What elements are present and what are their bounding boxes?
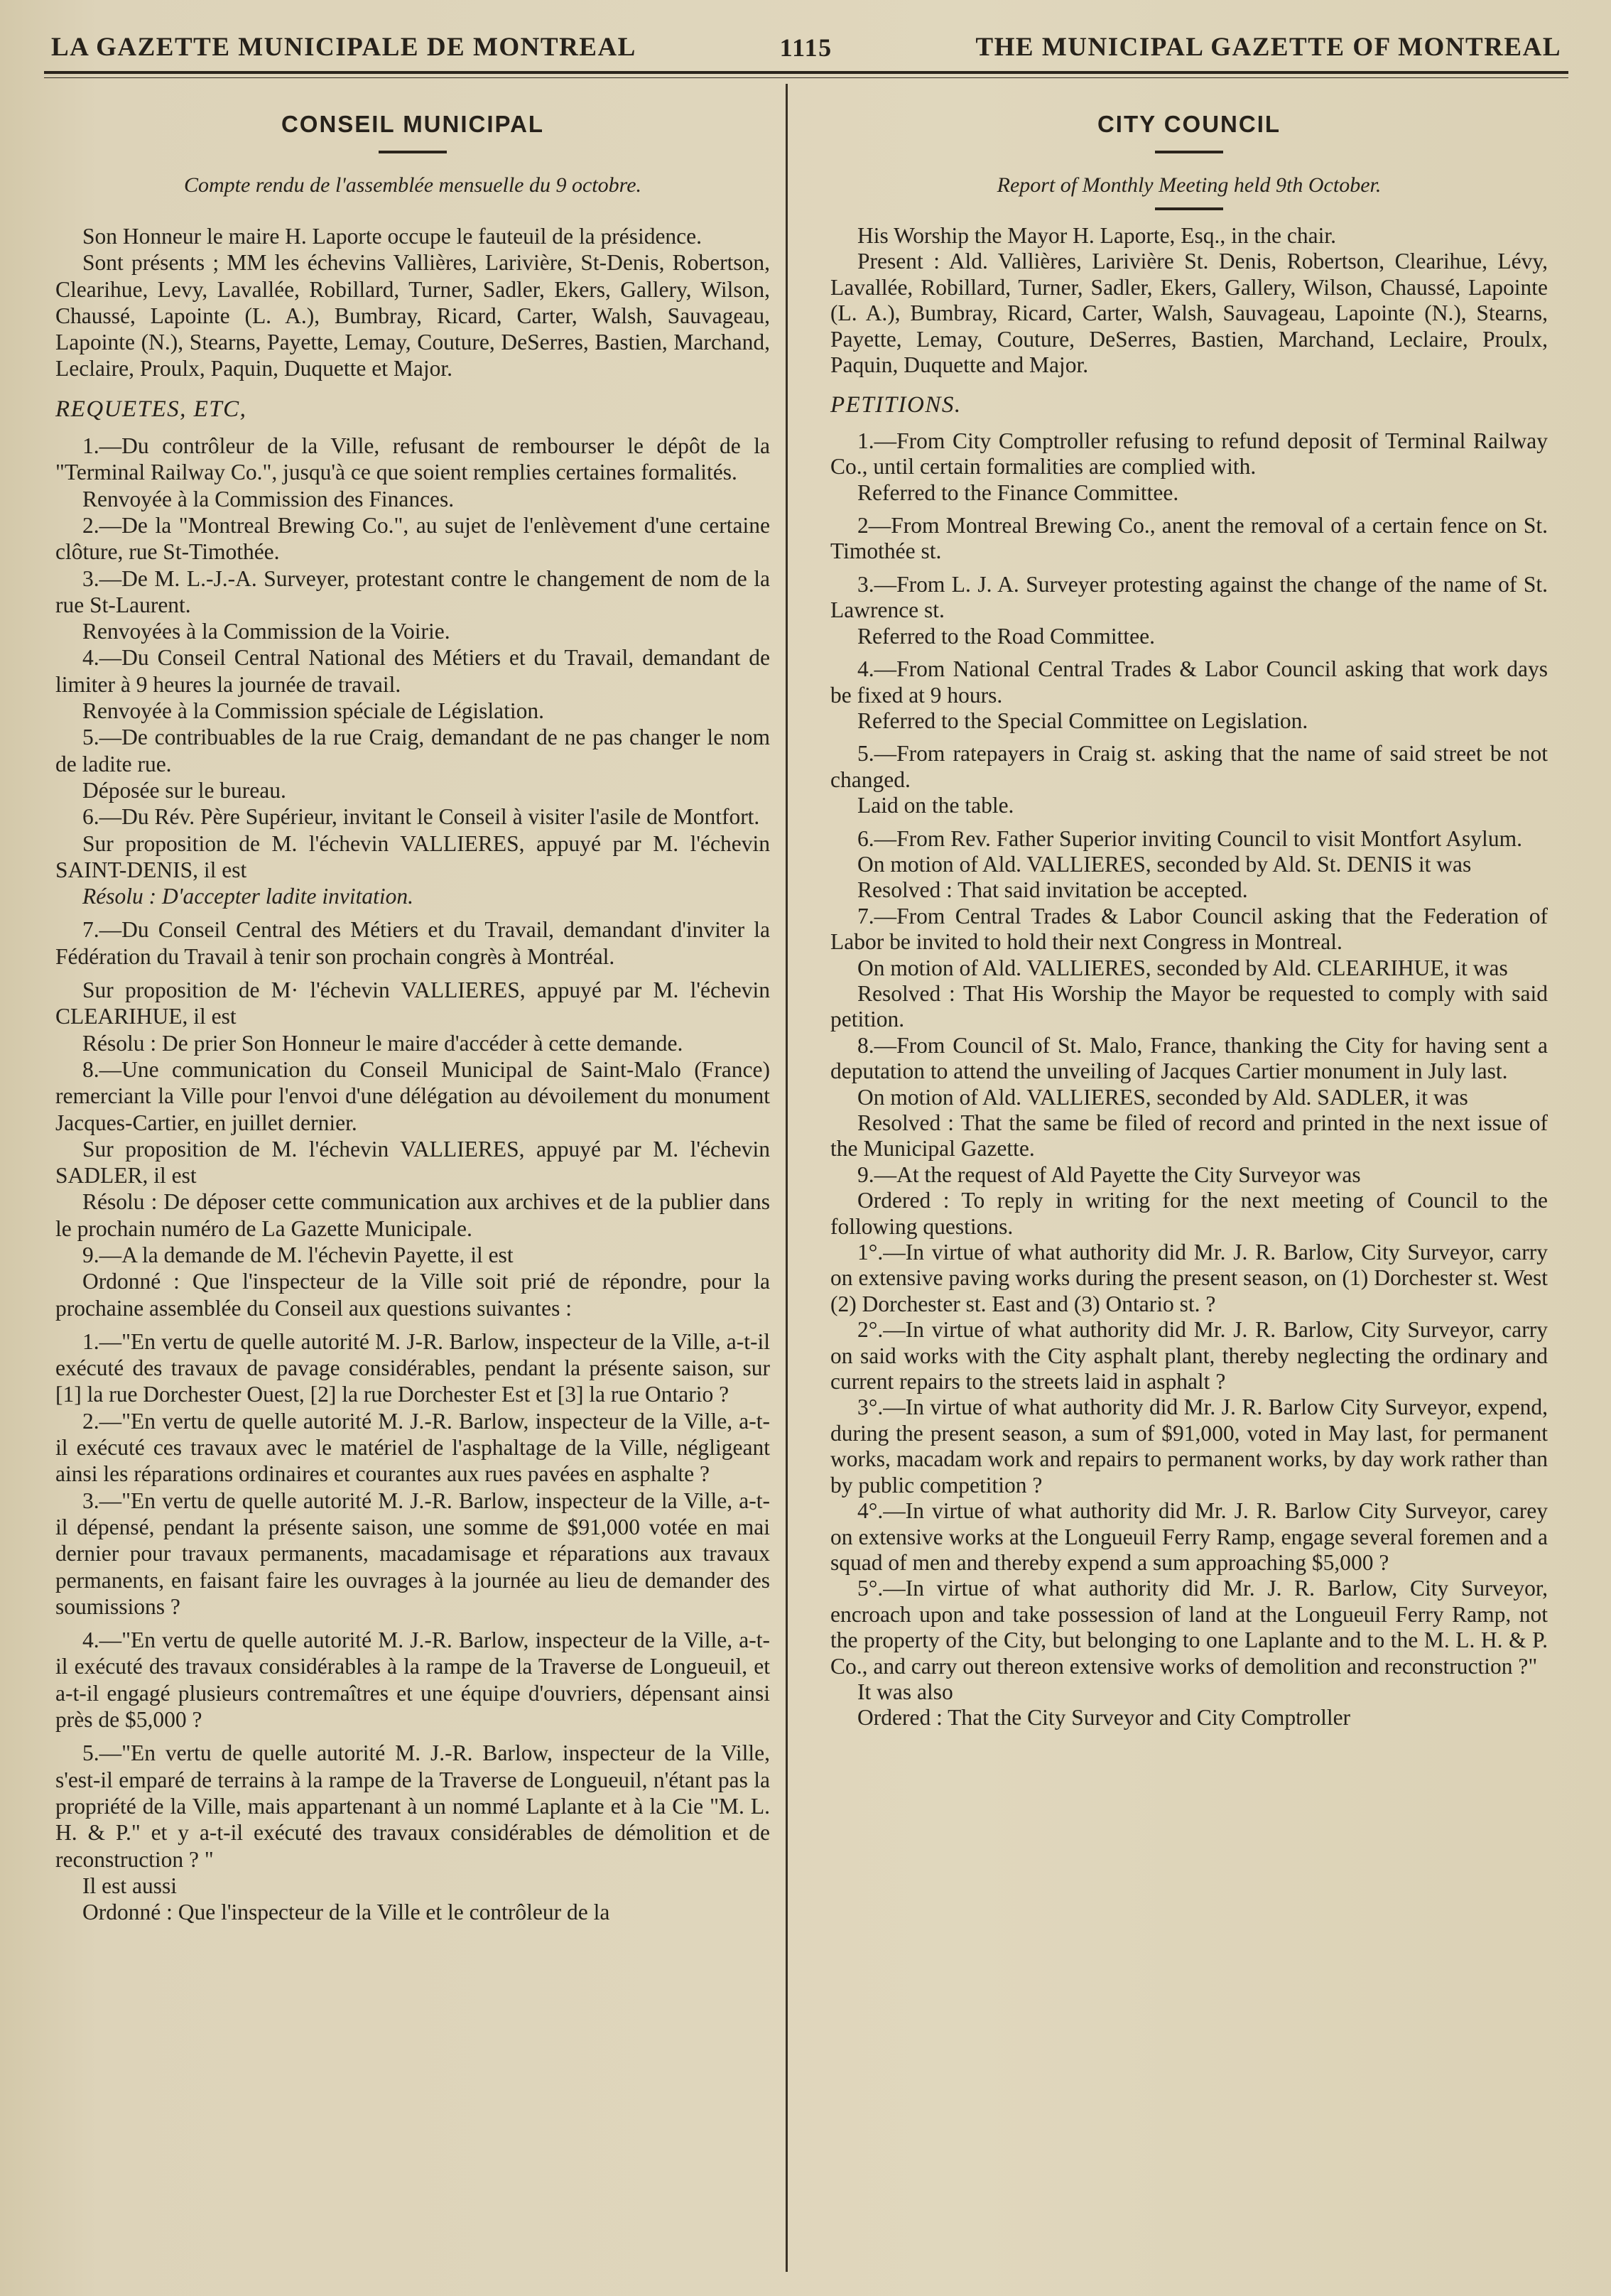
en-paragraph: 5.—From ratepayers in Craig st. asking that the name of said street be not changed. bbox=[830, 741, 1548, 792]
fr-paragraph: 2.—De la "Montreal Brewing Co.", au sujet de l'enlèvement d'une certaine clôture, rue St-Timothée. bbox=[55, 512, 770, 565]
en-order: Ordered : That the City Surveyor and City Comptroller bbox=[857, 1705, 1351, 1731]
fr-paragraph: 7.—Du Conseil Central des Métiers et du Travail, demandant d'inviter la Fédération du Travail à tenir son prochain congrès à Montréal. bbox=[55, 917, 770, 969]
en-resolution: Resolved : That His Worship the Mayor be requested to comply with said petition. bbox=[830, 980, 1548, 1032]
fr-paragraph: Il est aussi bbox=[82, 1873, 177, 1898]
columns bbox=[44, 78, 1568, 2295]
column-divider bbox=[786, 84, 788, 2272]
fr-paragraph: Renvoyée à la Commission des Finances. bbox=[82, 486, 455, 511]
en-paragraph: Laid on the table. bbox=[857, 793, 1014, 818]
fr-paragraph: Déposée sur le bureau. bbox=[82, 777, 286, 803]
fr-paragraph: Renvoyées à la Commission de la Voirie. bbox=[82, 619, 450, 644]
fr-resolution: Résolu : De déposer cette communication aux archives et de la publier dans le prochain numéro de La Gazette Municipale. bbox=[55, 1189, 770, 1241]
fr-order: Ordonné : Que l'inspecteur de la Ville et le contrôleur de la bbox=[82, 1900, 610, 1925]
en-paragraph: His Worship the Mayor H. Laporte, Esq., in the chair. bbox=[857, 223, 1337, 248]
french-column bbox=[44, 78, 776, 2295]
title-rule bbox=[379, 151, 447, 153]
en-question: 2°.—In virtue of what authority did Mr. J. R. Barlow, City Surveyor, carry on said works with the City asphalt plant, thereby neglecting the ordinary and current repairs to the streets laid in asphalt ? bbox=[830, 1317, 1548, 1395]
en-question: 4°.—In virtue of what authority did Mr. J. R. Barlow City Surveyor, carey on extensive works at the Longueuil Ferry Ramp, engage several foremen and a squad of men and thereby expend a sum approaching $5,000 ? bbox=[830, 1498, 1548, 1575]
fr-question: 2.—"En vertu de quelle autorité M. J.-R. Barlow, inspecteur de la Ville, a-t-il exécuté ces travaux avec le matériel de l'asphaltage de la Ville, négligeant ainsi les réparations ordinaires et courantes aux rues pavées en asphalte ? bbox=[55, 1408, 770, 1487]
fr-paragraph: 3.—De M. L.-J.-A. Surveyer, protestant contre le changement de nom de la rue St-Laurent. bbox=[55, 565, 770, 617]
en-paragraph: 9.—At the request of Ald Payette the City Surveyor was bbox=[857, 1161, 1361, 1187]
french-subtitle: Compte rendu de l'assemblée mensuelle du 9 octobre. bbox=[183, 173, 642, 197]
en-paragraph: Referred to the Finance Committee. bbox=[857, 480, 1179, 505]
en-paragraph: On motion of Ald. VALLIERES, seconded by Ald. SADLER, it was bbox=[857, 1084, 1468, 1110]
fr-question: 1.—"En vertu de quelle autorité M. J-R. Barlow, inspecteur de la Ville, a-t-il exécuté des travaux de pavage considérables, pendant la présente saison, sur [1] la rue Dorchester Ouest, [2] la rue Dorchester Est et [3] la rue Ontario ? bbox=[55, 1328, 770, 1407]
english-section-title: CITY COUNCIL bbox=[1097, 111, 1281, 137]
fr-question: 5.—"En vertu de quelle autorité M. J.-R. Barlow, inspecteur de la Ville, s'est-il emparé de terrains à la rampe de la Traverse de Longueuil, n'étant pas la propriété de la Ville, mais appartenant à un nommé Laplante et à la Cie "M. L. H. & P." et y a-t-il exécuté des travaux considérables de démolition et de reconstruction ? " bbox=[55, 1740, 770, 1872]
fr-paragraph: Renvoyée à la Commission spéciale de Législation. bbox=[82, 698, 544, 724]
fr-paragraph: Sont présents ; MM les échevins Vallières, Larivière, St-Denis, Robertson, Clearihue, Levy, Lavallée, Robillard, Turner, Sadler, Ekers, Gallery, Wilson, Chaussé, Lapointe (L. A.), Bumbray, Ricard, Carter, Walsh, Sauvageau, Lapointe (N.), Stearns, Payette, Lemay, Couture, DeSerres, Bastien, Marchand, Leclaire, Proulx, Paquin, Duquette et Major. bbox=[55, 250, 770, 381]
fr-paragraph: Sur proposition de M· l'échevin VALLIERES, appuyé par M. l'échevin CLEARIHUE, il est bbox=[55, 978, 770, 1029]
en-question: 1°.—In virtue of what authority did Mr. J. R. Barlow, City Surveyor, carry on extensive paving works during the present season, on (1) Dorchester st. West (2) Dorchester st. East and (3) Ontario st. ? bbox=[830, 1240, 1548, 1316]
fr-resolution: Résolu : D'accepter ladite invitation. bbox=[82, 884, 413, 909]
fr-order: Ordonné : Que l'inspecteur de la Ville soit prié de répondre, pour la prochaine assemblée du Conseil aux questions suivantes : bbox=[55, 1269, 770, 1321]
en-paragraph: Present : Ald. Vallières, Larivière St. Denis, Robertson, Clearihue, Lévy, Lavallée, Robillard, Turner, Sadler, Ekers, Gallery, Wilson, Chaussé, Lapointe (L. A.), Bumbray, Ricard, Carter, Walsh, Sauvageau, Lapointe (N.), Stearns, Payette, Lemay, Couture, DeSerres, Bastien, Marchand, Leclaire, Proulx, Paquin, Duquette and Major. bbox=[830, 249, 1548, 378]
en-resolution: Resolved : That said invitation be accepted. bbox=[857, 877, 1248, 903]
en-resolution: Resolved : That the same be filed of record and printed in the next issue of the Municipal Gazette. bbox=[830, 1110, 1548, 1161]
en-paragraph: 6.—From Rev. Father Superior inviting Council to visit Montfort Asylum. bbox=[857, 825, 1522, 851]
fr-paragraph: 8.—Une communication du Conseil Municipal de Saint-Malo (France) remerciant la Ville pour l'envoi d'une délégation au dévoilement du monument Jacques-Cartier, en juillet dernier. bbox=[55, 1056, 770, 1135]
en-paragraph: 8.—From Council of St. Malo, France, thanking the City for having sent a deputation to attend the unveiling of Jacques Cartier monument in July last. bbox=[830, 1032, 1548, 1084]
english-column bbox=[802, 78, 1548, 2295]
en-paragraph: 4.—From National Central Trades & Labor Council asking that work days be fixed at 9 hours. bbox=[830, 656, 1548, 708]
fr-resolution: Résolu : De prier Son Honneur le maire d'accéder à cette demande. bbox=[82, 1030, 683, 1056]
masthead-french-title: LA GAZETTE MUNICIPALE DE MONTREAL bbox=[51, 33, 636, 62]
en-paragraph: Referred to the Special Committee on Legislation. bbox=[857, 708, 1308, 733]
masthead-english-title: THE MUNICIPAL GAZETTE OF MONTREAL bbox=[975, 33, 1561, 62]
title-rule bbox=[1155, 151, 1223, 153]
en-paragraph: 3.—From L. J. A. Surveyer protesting against the change of the name of St. Lawrence st. bbox=[830, 571, 1548, 623]
fr-paragraph: 6.—Du Rév. Père Supérieur, invitant le Conseil à visiter l'asile de Montfort. bbox=[82, 804, 760, 830]
fr-question: 3.—"En vertu de quelle autorité M. J.-R. Barlow, inspecteur de la Ville, a-t-il dépensé, pendant la présente saison, une somme de $91,000 votée en mai dernier pour travaux permanents, macadamisage et réparations aux travaux permanents, en faisant faire les ouvrages à la journée au lieu de demander des soumissions ? bbox=[55, 1488, 770, 1619]
fr-paragraph: 4.—Du Conseil Central National des Métiers et du Travail, demandant de limiter à 9 heures la journée de travail. bbox=[55, 645, 770, 697]
fr-section-heading: REQUETES, ETC, bbox=[55, 396, 247, 422]
fr-paragraph: Sur proposition de M. l'échevin VALLIERES, appuyé par M. l'échevin SADLER, il est bbox=[55, 1136, 770, 1188]
en-section-heading: PETITIONS. bbox=[830, 392, 962, 418]
en-question: 5°.—In virtue of what authority did Mr. J. R. Barlow, City Surveyor, encroach upon and take possession of land at the Longueuil Ferry Ramp, not the property of the City, but belonging to one Laplante and to the M. L. H. & P. Co., and carry out thereon extensive works of demolition and reconstruction ?" bbox=[830, 1576, 1548, 1679]
fr-paragraph: Son Honneur le maire H. Laporte occupe le fauteuil de la présidence. bbox=[82, 224, 703, 249]
en-paragraph: 1.—From City Comptroller refusing to refund deposit of Terminal Railway Co., until certain formalities are complied with. bbox=[830, 428, 1548, 480]
french-section-title: CONSEIL MUNICIPAL bbox=[281, 111, 545, 137]
fr-paragraph: 1.—Du contrôleur de la Ville, refusant de rembourser le dépôt de la "Terminal Railway Co.", jusqu'à ce que soient remplies certaines formalités. bbox=[55, 433, 770, 485]
masthead-rule bbox=[44, 71, 1568, 74]
en-paragraph: Referred to the Road Committee. bbox=[857, 623, 1156, 649]
en-question: 3°.—In virtue of what authority did Mr. J. R. Barlow City Surveyor, expend, during the present season, a sum of $91,000, voted in May last, for permanent works, macadam work and repairs to permanent works, by day work rather than by public competition ? bbox=[830, 1395, 1548, 1498]
fr-paragraph: 9.—A la demande de M. l'échevin Payette, il est bbox=[82, 1242, 514, 1267]
fr-paragraph: Sur proposition de M. l'échevin VALLIERES, appuyé par M. l'échevin SAINT-DENIS, il est bbox=[55, 830, 770, 882]
en-paragraph: It was also bbox=[857, 1679, 953, 1704]
fr-question: 4.—"En vertu de quelle autorité M. J.-R. Barlow, inspecteur de la Ville, a-t-il exécuté des travaux considérables à la rampe de la Traverse de Longueuil, et a-t-il engagé plusieurs contremaîtres et une équipe d'ouvriers, dépensant ainsi près de $5,000 ? bbox=[55, 1628, 770, 1733]
masthead bbox=[44, 21, 1568, 63]
en-paragraph: 2—From Montreal Brewing Co., anent the removal of a certain fence on St. Timothée st. bbox=[830, 513, 1548, 564]
en-order: Ordered : To reply in writing for the next meeting of Council to the following questions. bbox=[830, 1188, 1548, 1239]
en-paragraph: On motion of Ald. VALLIERES, seconded by Ald. St. DENIS it was bbox=[857, 851, 1472, 877]
en-paragraph: 7.—From Central Trades & Labor Council asking that the Federation of Labor be invited to hold their next Congress in Montreal. bbox=[830, 903, 1548, 955]
english-subtitle: Report of Monthly Meeting held 9th October. bbox=[997, 173, 1382, 197]
fr-paragraph: 5.—De contribuables de la rue Craig, demandant de ne pas changer le nom de ladite rue. bbox=[55, 725, 770, 776]
page-number: 1115 bbox=[779, 33, 832, 62]
en-paragraph: On motion of Ald. VALLIERES, seconded by Ald. CLEARIHUE, it was bbox=[857, 955, 1508, 980]
